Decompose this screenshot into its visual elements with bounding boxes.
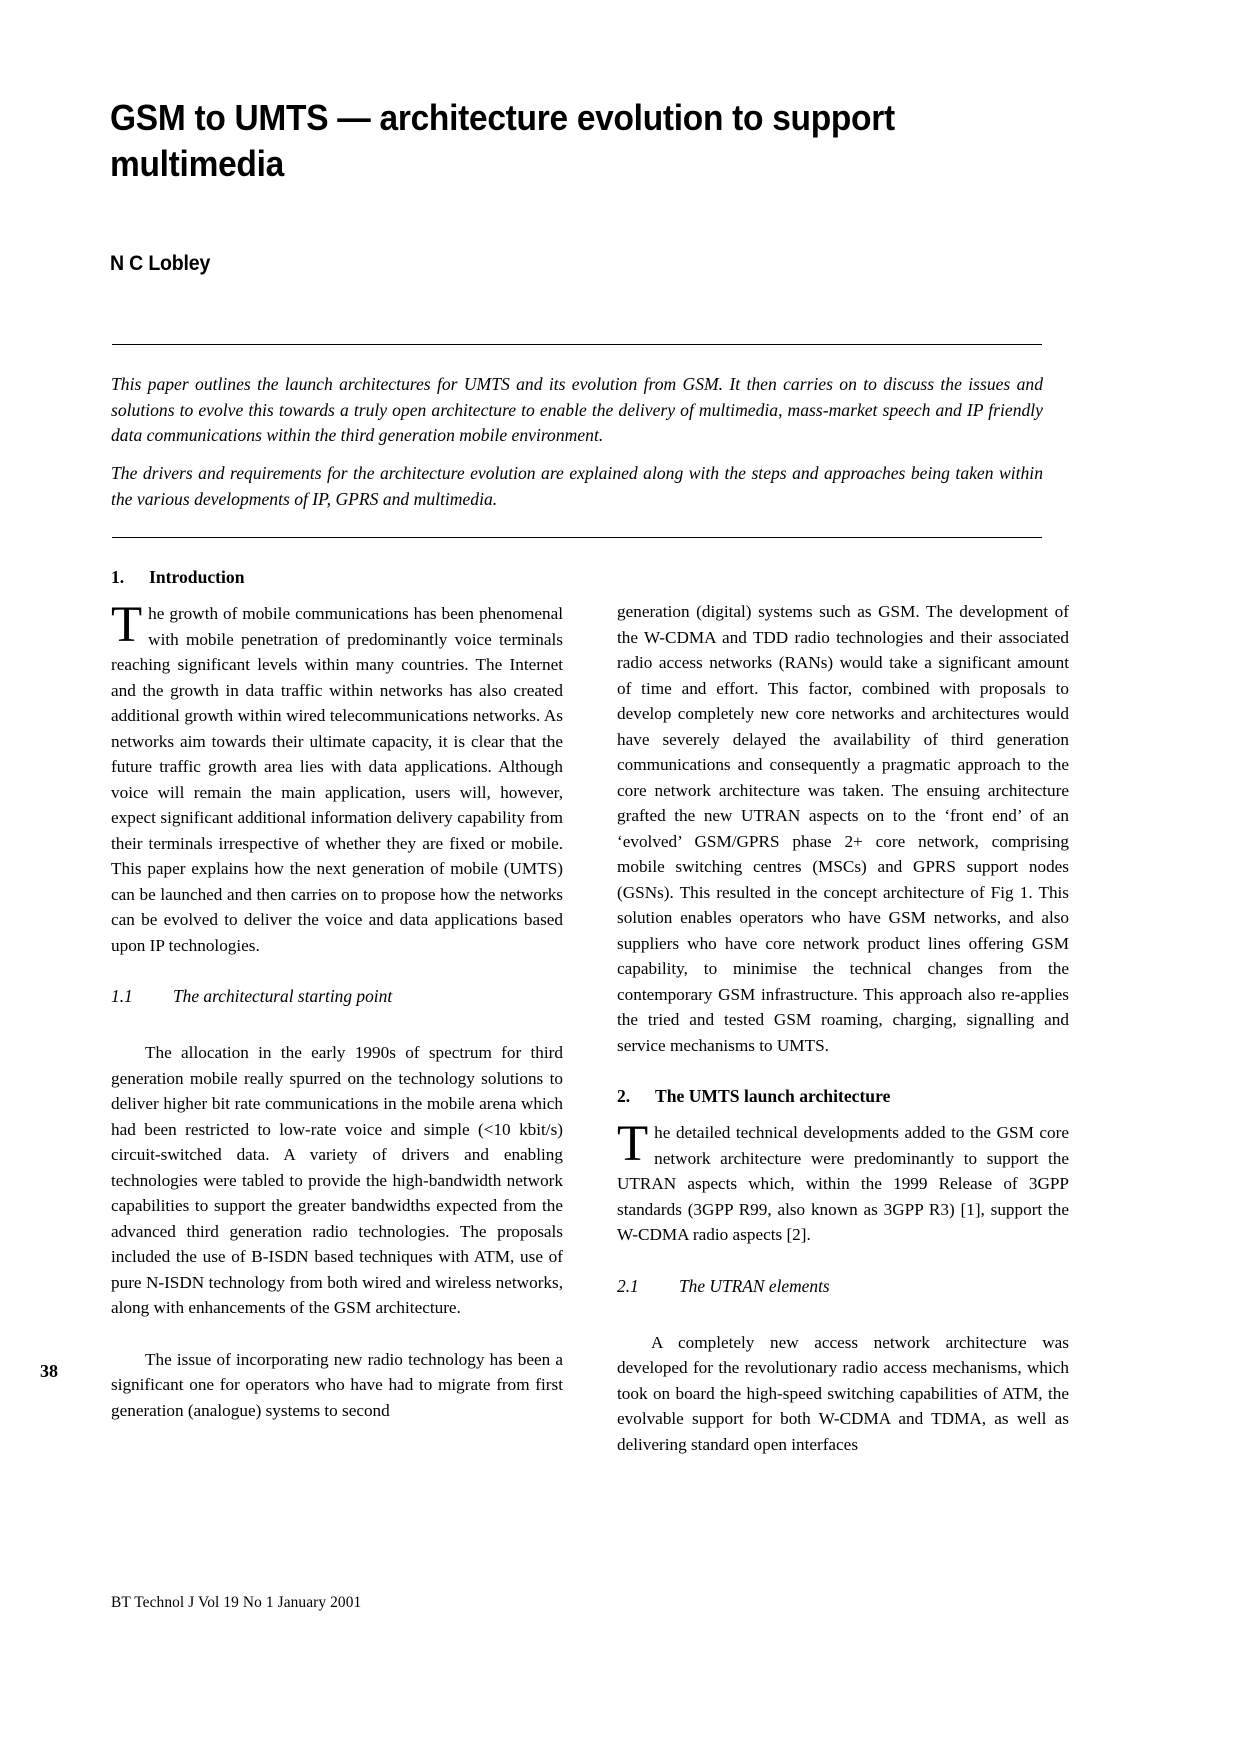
section-heading-introduction	[111, 565, 563, 589]
column-left	[111, 565, 563, 1423]
subsection-number: 1.1	[111, 986, 133, 1006]
abstract-bottom-rule	[112, 537, 1042, 538]
page-title: GSM to UMTS — architecture evolution to support multimedia	[110, 97, 895, 184]
paragraph-spacer	[617, 1058, 1069, 1084]
paragraph-spacer	[111, 1321, 563, 1347]
starting-point-paragraph-1: The allocation in the early 1990s of spectrum for third generation mobile really spurred on the technology solutions to deliver higher bit rate communications in the mobile arena which had been restricted to low-rate voice and simple (<10 kbit/s) circuit-switched data. A variety of drivers and enabling technologies were tabled to provide the high-bandwidth network capabilities to support the greater bandwidths expected from the advanced third generation radio technologies. The proposals included the use of B-ISDN based techniques with ATM, use of pure N-ISDN technology from both wired and wireless networks, along with enhancements of the GSM architecture.	[111, 1043, 563, 1317]
section-heading-launch-architecture	[617, 1084, 1069, 1108]
abstract-top-rule	[112, 344, 1042, 345]
paragraph-spacer	[617, 1308, 1069, 1330]
intro-paragraph-1: The growth of mobile communications has been phenomenal with mobile penetration of predominantly voice terminals reaching significant levels within many countries. The Internet and the growth in data traffic within networks has also created additional growth within wired telecommunications networks. As networks aim towards their ultimate capacity, it is clear that the future traffic growth area lies with data applications. Although voice will remain the main application, users will, however, expect significant additional information delivery capability from their terminals irrespective of whether they are fixed or mobile. This paper explains how the next generation of mobile (UMTS) can be launched and then carries on to propose how the networks can be evolved to deliver the voice and data applications based upon IP technologies.	[111, 597, 563, 955]
page-number: 38	[40, 1361, 58, 1381]
utran-elements-paragraph-1: A completely new access network architecture was developed for the revolutionary radio access mechanisms, which took on board the high-speed switching capabilities of ATM, the evolvable support for both W-CDMA and TDMA, as well as delivering standard open interfaces	[617, 1332, 1069, 1454]
paragraph-spacer	[111, 1018, 563, 1040]
author-name: N C Lobley	[110, 252, 211, 275]
launch-architecture-paragraph-1: The detailed technical developments added to the GSM core network architecture were predominantly to support the UTRAN aspects which, within the 1999 Release of 3GPP standards (3GPP R99, also known as 3GPP R3) [1], support the W-CDMA radio aspects [2].	[617, 1116, 1069, 1244]
starting-point-paragraph-2: The issue of incorporating new radio technology has been a significant one for operators who have had to migrate from first generation (analogue) systems to second	[111, 1349, 563, 1420]
column-top-spacer	[617, 565, 1069, 599]
subsection-title: The UTRAN elements	[679, 1275, 830, 1296]
subsection-title: The architectural starting point	[173, 986, 393, 1006]
journal-footer: BT Technol J Vol 19 No 1 January 2001	[111, 1594, 362, 1611]
column-right	[617, 565, 1069, 1457]
section-number: 2.	[617, 1086, 631, 1106]
starting-point-paragraph-2-continued: generation (digital) systems such as GSM. The development of the W-CDMA and TDD radio technologies and their associated radio access networks (RANs) would take a significant amount of time and effort. This factor, combined with proposals to develop completely new core networks and architectures would have severely delayed the availability of third generation communications and consequently a pragmatic approach to the core network architecture was taken. The ensuing architecture grafted the new UTRAN aspects on to the ‘front end’ of an ‘evolved’ GSM/GPRS phase 2+ core network, comprising mobile switching centres (MSCs) and GPRS support nodes (GSNs). This resulted in the concept architecture of Fig 1. This solution enables operators who have GSM networks, and also suppliers who have core network product lines offering GSM capability, to minimise the technical changes from the contemporary GSM infrastructure. This approach also re-applies the tried and tested GSM roaming, charging, signalling and service mechanisms to UMTS.	[617, 602, 1069, 1055]
section-title: Introduction	[149, 567, 245, 587]
section-title: The UMTS launch architecture	[655, 1086, 891, 1106]
subsection-number: 2.1	[617, 1275, 639, 1296]
abstract-paragraph-1: This paper outlines the launch architectures for UMTS and its evolution from GSM. It then carries on to discuss the issues and solutions to evolve this towards a truly open architecture to enable the delivery of multimedia, mass-market speech and IP friendly data communications within the third generation mobile environment.	[111, 374, 1043, 446]
section-number: 1.	[111, 567, 125, 587]
subsection-heading-starting-point	[111, 984, 563, 1008]
subsection-heading-utran-elements	[617, 1274, 1069, 1298]
abstract-paragraph-2: The drivers and requirements for the architecture evolution are explained along with the steps and approaches being taken within the various developments of IP, GPRS and multimedia.	[111, 463, 1043, 509]
